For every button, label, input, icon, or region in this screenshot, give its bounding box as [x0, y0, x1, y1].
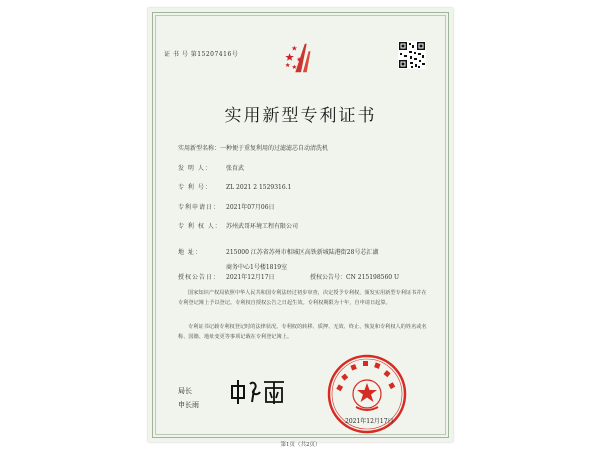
certificate-paragraph-2: 专利证书记载专利权登记时的法律状况。专利权的转移、质押、无效、终止、恢复和专利权人的姓名或名称、国籍、地址变更等事项记载在专利登记簿上。 — [178, 324, 427, 340]
field-grant-date — [178, 272, 275, 281]
field-label: 专 利 号： — [178, 184, 212, 191]
field-inventor — [178, 163, 244, 172]
field-value: 一种便于重复利用的过滤滤芯自动清洗机 — [220, 145, 329, 152]
field-address-line2: 商务中心1号楼1819室 — [226, 264, 288, 271]
patent-office-emblem-icon — [282, 38, 320, 76]
field-label: 专利申请日： — [178, 204, 221, 211]
director-label: 局长 — [178, 387, 192, 395]
field-utility-model-name — [178, 143, 328, 152]
field-application-date — [178, 202, 275, 211]
field-value: 2021年07月06日 — [226, 204, 275, 211]
director-name-label: 申长雨 — [178, 401, 199, 409]
field-label: 地 址： — [178, 249, 202, 256]
seal-date: 2021年12月17日 — [345, 418, 394, 425]
field-value: 苏州武哥环境工程有限公司 — [226, 223, 299, 230]
field-patentee — [178, 221, 298, 230]
field-label: 授权公告日： — [178, 274, 221, 281]
field-authorization-number: 授权公告号：CN 215198560 U — [310, 274, 400, 281]
field-address — [178, 247, 378, 256]
certificate-title: 实用新型专利证书 — [224, 106, 377, 126]
field-value: 215000 江苏省苏州市相城区高铁新城陆港街28号芯汇湖 — [226, 249, 379, 256]
field-patent-number — [178, 182, 291, 191]
field-value: 2021年12月17日 — [226, 274, 275, 281]
field-label: 实用新型名称： — [178, 145, 221, 152]
page-footer: 第1页（共2页） — [280, 442, 321, 448]
patent-certificate — [148, 8, 453, 448]
qr-code-icon — [398, 41, 426, 69]
director-signature — [228, 376, 288, 406]
certificate-number: 证 书 号 第15207416号 — [164, 51, 239, 58]
certificate-paragraph-1: 国家知识产权局依照中华人民共和国专利法经过初步审查，决定授予专利权，颁发实用新型专利证书并在专利登记簿上予以登记。专利权自授权公告之日起生效。专利权期限为十年，自申请日起算。 — [178, 290, 427, 306]
field-value: 张育武 — [226, 165, 245, 172]
field-value: ZL 2021 2 1529316.1 — [226, 184, 292, 191]
field-label: 专 利 权 人： — [178, 223, 222, 230]
field-label: 发 明 人： — [178, 165, 212, 172]
